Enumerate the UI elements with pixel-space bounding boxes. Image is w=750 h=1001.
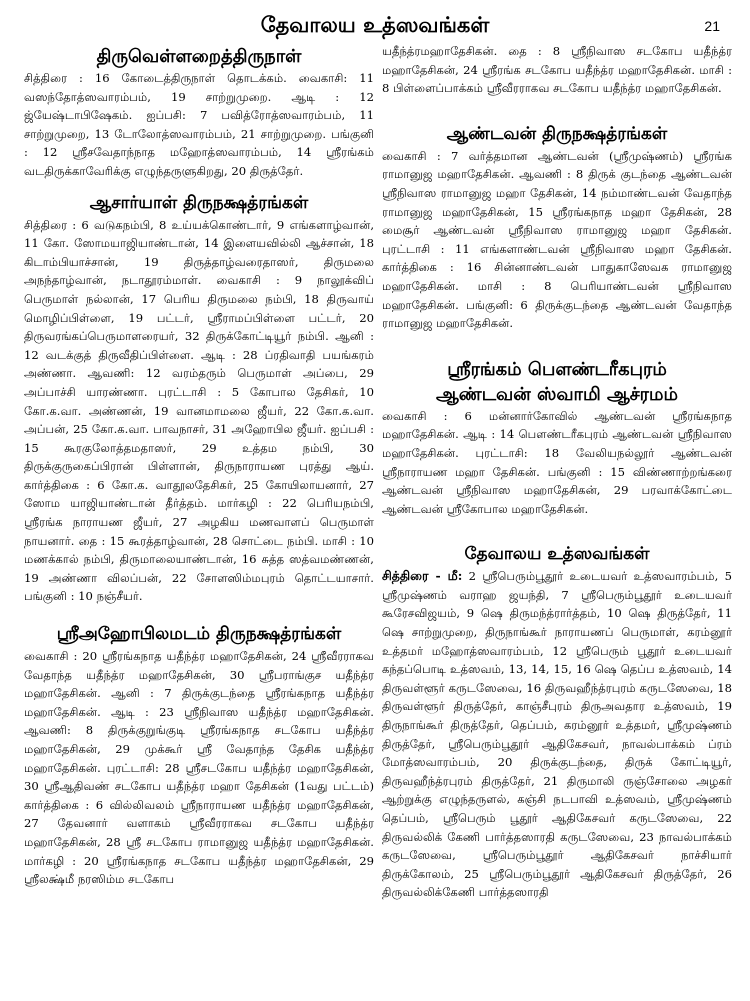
section-heading-devalaya: தேவாலய உத்ஸவங்கள் bbox=[464, 544, 650, 565]
section-text-poundarikapuram: வைகாசி : 6 மன்னார்கோவில் ஆண்டவன் ஸ்ரீரங்கநாத மஹாதேசிகன். ஆடி : 14 பௌண்டரீகபுரம் ஆண்டவன் ஸ்ரீநிவாஸ மஹாதேசிகன். புரட்டாசி: 18 வேலியநல்லூர் ஆண்டவன் ஸ்ரீநாராயண மஹா தேசிகன். பங்குனி : 15 விண்ணாற்றங்கரை ஆண்டவன் ஸ்ரீநிவாஸ மஹாதேசிகன், 29 பரவாக்கோட்டை ஆண்டவன் ஸ்ரீகோபால மஹாதேசிகன். bbox=[382, 408, 732, 516]
section-heading-thiruvellarai: திருவெள்ளறைத்திருநாள் bbox=[96, 46, 302, 67]
section-text-devalaya bbox=[382, 567, 732, 902]
section-text-thiruvellarai: சித்திரை : 16 கோடைத்திருநாள் தொடக்கம். வைகாசி: 11 வஸந்தோத்ஸவாரம்பம், 19 சாற்றுமுறை. ஆடி : 12 ஜ்யேஷ்டாபிஷேகம். ஐப்பசி: 7 பவித்ரோத்ஸவாரம்பம், 11 சாற்றுமுறை, 13 டோலோத்ஸவாரம்பம், 21 சாற்றுமுறை. பங்குனி : 12 ஸ்ரீசவேதாந்நாத மஹோத்ஸவாரம்பம், 14 ஸ்ரீரங்கம் வடதிருக்காவேரிக்கு எழுந்தருளுகிறது, 20 திருத்தேர். bbox=[24, 71, 374, 178]
section-text-ahobilam: வைகாசி : 20 ஸ்ரீரங்கநாத யதீந்த்ர மஹாதேசிகன், 24 ஸ்ரீவீரராகவ வேதாந்த யதீந்த்ர மஹாதேசிகன், 30 ஸ்ரீபராங்குச யதீந்த்ர மஹாதேசிகன். ஆனி : 7 திருக்குடந்தை ஸ்ரீரங்கநாத யதீந்த்ர மஹாதேசிகன். ஆடி : 23 ஸ்ரீநிவாஸ யதீந்த்ர மஹாதேசிகன். ஆவணி: 8 திருக்குறுங்குடி ஸ்ரீரங்கநாத சடகோப யதீந்த்ர மஹாதேசிகன், 29 முக்கூர் ஸ்ரீ வேதாந்த தேசிக யதீந்த்ர மஹாதேசிகன். புரட்டாசி: 28 ஸ்ரீசடகோப யதீந்த்ர மஹாதேசிகன், 30 ஸ்ரீஆதிவண் சடகோப யதீந்த்ர மஹா தேசிகன் (1வது பட்டம்) கார்த்திகை : 6 வில்லிவலம் ஸ்ரீநாராயண யதீந்த்ர மஹாதேசிகன், 27 தேவனார் வளாகம் ஸ்ரீவீரராகவ சடகோப யதீந்த்ர மஹாதேசிகன், 28 ஸ்ரீ சடகோப ராமானுஜ யதீந்த்ர மஹாதேசிகன். மார்கழி : 20 ஸ்ரீரங்கநாத சடகோப யதீந்த்ர மஹாதேசிகன், 29 ஸ்ரீலக்ஷ்மீ நரஸிம்ம சடகோப bbox=[24, 649, 374, 887]
running-title: தேவாலய உத்ஸவங்கள் bbox=[260, 12, 490, 37]
section-heading-poundarikapuram-line1: ஸ்ரீரங்கம் பௌண்டரீகபுரம் bbox=[447, 358, 667, 380]
section-heading-acharyal: ஆசார்யாள் திருநக்ஷத்ரங்கள் bbox=[89, 192, 309, 213]
right-column bbox=[382, 42, 732, 902]
section-text-andavan: வைகாசி : 7 வர்த்தமான ஆண்டவன் (ஸ்ரீமுஷ்ணம்) ஸ்ரீரங்க ராமானுஜ மஹாதேசிகன். ஆவணி : 8 திருக் குடந்தை ஆண்டவன் ஸ்ரீநிவாஸ ராமானுஜ மஹா தேசிகன், 14 நம்மாண்டவன் வேதாந்த ராமானுஜ மஹாதேசிகன், 15 ஸ்ரீரங்கநாத மஹா தேசிகன், 28 மைசூர் ஆண்டவன் ஸ்ரீநிவாஸ ராமானுஜ மஹா தேசிகன். புரட்டாசி : 11 எங்களாண்டவன் ஸ்ரீநிவாஸ மஹா தேசிகன். கார்த்திகை : 16 சின்னாண்டவன் பாதுகாஸேவக ராமானுஜ மஹாதேசிகன். மாசி : 8 பெரியாண்டவன் ஸ்ரீநிவாஸ மஹாதேசிகன். பங்குனி: 6 திருக்குடந்தை ஆண்டவன் வேதாந்த ராமானுஜ மஹாதேசிகன். bbox=[382, 148, 732, 331]
section-heading-ahobilam: ஸ்ரீஅஹோபிலமடம் திருநக்ஷத்ரங்கள் bbox=[56, 624, 342, 645]
section-text-devalaya-body: 2 ஸ்ரீபெரும்பூதூர் உடையவர் உத்ஸவாரம்பம், 5 ஸ்ரீமுஷ்ணம் வராஹ ஜயந்தி, 7 ஸ்ரீபெரும்பூதூர் உடையவர் கூரேசவிஜயம், 9 ஷெ திருமந்த்ரார்த்தம், 10 ஷெ திருத்தேர், 11 ஷெ சாற்றுமுறை, திருநாங்கூர் நாராயணப் பெருமாள், கரம்னூர் உத்தமர் மஹோத்ஸவாரம்பம், 12 ஸ்ரீபெரும் பூதூர் உடையவர் கந்தப்பொடி உத்ஸவம், 13, 14, 15, 16 ஷெ தெப்ப உத்ஸவம், 14 திருவள்ளூர் கருடஸேவை, 16 திருவஹீந்த்ரபுரம் கருடஸேவை, 18 திருவள்ளூர் திருத்தேர், காஞ்சீபுரம் திருஅவதார உத்ஸவம், 19 திருநாங்கூர் திருத்தேர், தெப்பம், கரம்னூர் உத்தமர், ஸ்ரீமுஷ்ணம் திருத்தேர், ஸ்ரீபெரும்பூதூர் ஆதிகேசவர், நாவல்பாக்கம் ப்ரம் மோத்ஸவாரம்பம், 20 திருக்குடந்தை, திருக் கோட்டியூர், திருவஹீந்த்ரபுரம் திருத்தேர், 21 திருமாலி ருஞ்சோலை அழகர் ஆற்றுக்கு எழுந்தருளல், கஞ்சி நடபாவி உத்ஸவம், ஸ்ரீமுஷ்ணம் தெப்பம், ஸ்ரீபெரும் பூதூர் ஆதிகேசவர் கருடஸேவை, 22 திருவல்லிக் கேணி பார்த்தஸாரதி கருடஸேவை, 23 நாவல்பாக்கம் கருடஸேவை, ஸ்ரீபெரும்பூதூர் ஆதிகேசவர் நாச்சியார் திருக்கோலம், 25 ஸ்ரீபெரும்பூதூர் ஆதிகேசவர் திருத்தேர், 26 திருவல்லிக்கேணி பார்த்தஸாரதி bbox=[382, 569, 732, 900]
running-header bbox=[0, 8, 750, 42]
left-column bbox=[24, 42, 374, 889]
section-text-acharyal: சித்திரை : 6 வடுகநம்பி, 8 உய்யக்கொண்டார், 9 எங்களாழ்வான், 11 கோ. ஸோமயாஜியாண்டான், 14 இளையவில்லி ஆச்சான், 18 கிடாம்பியாச்சான், 19 திருத்தாழ்வரைதாஸர், திருமலை அநந்தாழ்வான், நடாதூரம்மாள். வைகாசி : 9 நாலூக்விப் பெருமாள் நல்லான், 17 பெரிய திருமலை நம்பி, 18 திருவாய் மொழிப்பிள்ளை, 19 பட்டர், ஸ்ரீராமப்பிள்ளை பட்டர், 20 திருவரங்கப்பெருமாளரையர், 32 திருக்கோட்டியூர் நம்பி. ஆனி : 12 வடக்குத் திருவீதிப்பிள்ளை. ஆடி : 28 ப்ரதிவாதி பயங்கரம் அண்ணா. ஆவணி: 12 வரம்தரும் பெருமாள் அப்பை, 29 அப்பாச்சி யாரண்ணா. புரட்டாசி : 5 கோபால தேசிகர், 10 கோ.க.வா. அண்ணன், 19 வானமாமலை ஜீயர், 22 கோ.க.வா. அப்பன், 25 கோ.க.வா. பாவநாசர், 31 அஹோபில ஜீயர். ஐப்பசி : 15 கூரகுலோத்தமதாஸர், 29 உத்தம நம்பி, 30 திருக்குருகைப்பிரான் பிள்ளான், திருநாராயண புரத்து ஆய். கார்த்திகை : 6 கோ.க. வாதூலதேசிகர், 25 கோயிலாயனார், 27 ஸோம யாஜியாண்டான் தீர்த்தம். மார்கழி : 22 பெரியநம்பி, ஸ்ரீரங்க நாராயண ஜீயர், 27 அழகிய மணவாளப் பெருமாள் நாயனார். தை : 15 கூரத்தாழ்வான், 28 சொட்டை நம்பி. மாசி : 10 மணக்கால் நம்பி, திருமாலையாண்டான், 16 சுத்த ஸத்வமண்ணன், 19 அண்ணா விலப்பன், 22 சோளஸிம்மபுரம் தொட்டயாசார். பங்குனி : 10 நஞ்சீயர். bbox=[24, 217, 374, 604]
section-text-ahobilam-continued: யதீந்த்ரமஹாதேசிகன். தை : 8 ஸ்ரீநிவாஸ சடகோப யதீந்த்ர மஹாதேசிகன், 24 ஸ்ரீரங்க சடகோப யதீந்த்ர மஹாதேசிகன். மாசி : 8 பிள்ளைப்பாக்கம் ஸ்ரீவீரராகவ சடகோப யதீந்த்ர மஹாதேசிகன். bbox=[382, 44, 732, 96]
section-heading-andavan: ஆண்டவன் திருநக்ஷத்ரங்கள் bbox=[446, 123, 668, 144]
month-label-chithirai: சித்திரை - மீ: bbox=[382, 568, 463, 584]
page-number: 21 bbox=[704, 18, 720, 34]
section-heading-poundarikapuram-line2: ஆண்டவன் ஸ்வாமி ஆச்ரமம் bbox=[436, 383, 678, 405]
